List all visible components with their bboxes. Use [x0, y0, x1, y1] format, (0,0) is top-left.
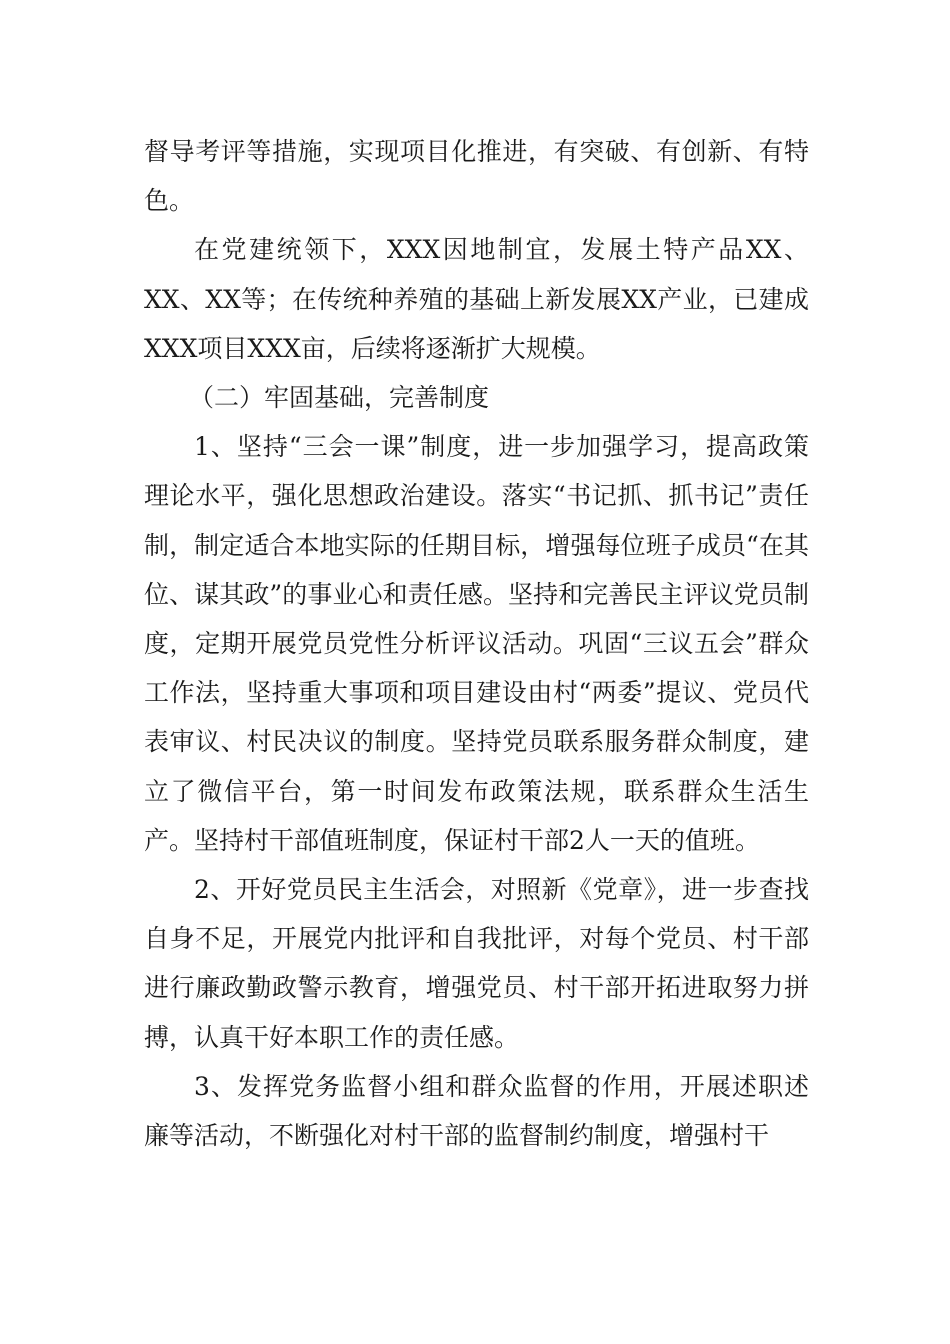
paragraph-industry-development: 在党建统领下，XXX因地制宜，发展土特产品XX、XX、XX等；在传统种养殖的基础上新发展XX产业，已建成XXX项目XXX亩，后续将逐渐扩大规模。 [144, 235, 809, 363]
section-heading: （二）牢固基础，完善制度 [189, 383, 490, 413]
paragraph-item-3: 3、发挥党务监督小组和群众监督的作用，开展述职述廉等活动，不断强化对村干部的监督制约制度，增强村干 [144, 1071, 809, 1151]
paragraph-item-1: 1、坚持“三会一课”制度，进一步加强学习，提高政策理论水平，强化思想政治建设。落实“书记抓、抓书记”责任制，制定适合本地实际的任期目标，增强每位班子成员“在其位、谋其政”的事业心和责任感。坚持和完善民主评议党员制度，定期开展党员党性分析评议活动。巩固“三议五会”群众工作法，坚持重大事项和项目建设由村“两委”提议、党员代表审议、村民决议的制度。坚持党员联系服务群众制度，建立了微信平台，第一时间发布政策法规，联系群众生活生产。坚持村干部值班制度，保证村干部2人一天的值班。 [144, 432, 809, 855]
paragraph-continuation: 督导考评等措施，实现项目化推进，有突破、有创新、有特色。 [144, 137, 809, 216]
paragraph-item-2: 2、开好党员民主生活会，对照新《党章》，进一步查找自身不足，开展党内批评和自我批评，对每个党员、村干部进行廉政勤政警示教育，增强党员、村干部开拓进取努力拼搏，认真干好本职工作的责任感。 [144, 875, 809, 1052]
document-body [144, 127, 809, 1160]
